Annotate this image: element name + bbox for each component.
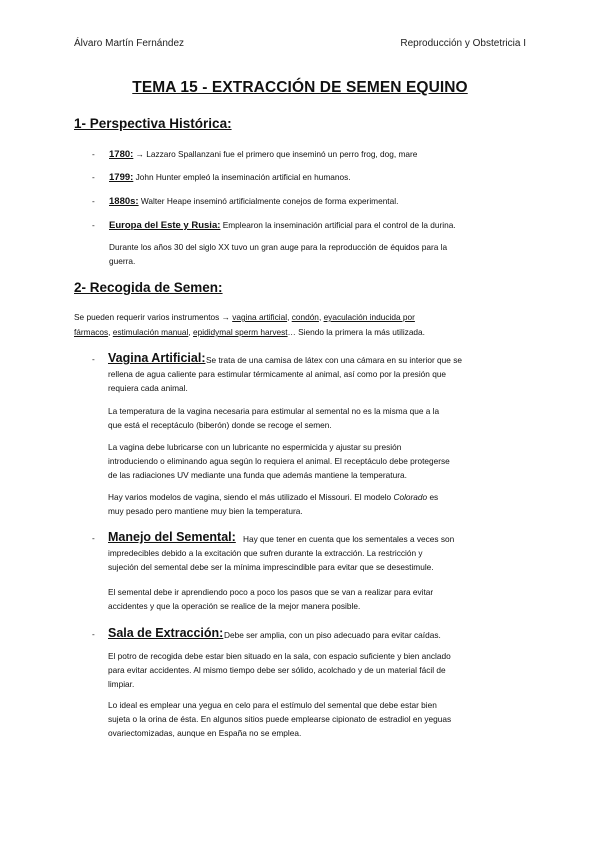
history-item-europa: Europa del Este y Rusia: Emplearon la inseminación artificial para el control de la durina. [109,220,456,231]
manejo-p1-line: Hay que tener en cuenta que los sementales a veces son [243,534,455,544]
sala-p2-line: El potro de recogida debe estar bien situado en la sala, con espacio suficiente y bien anclado [108,651,451,661]
vagina-p4-line: Hay varios modelos de vagina, siendo el más utilizado el Missouri. El modelo Colorado es [108,492,439,502]
sala-p3-line: Lo ideal es emplear una yegua en celo para el estímulo del semental que debe estar bien [108,700,437,710]
intro-paragraph: Se pueden requerir varios instrumentos → vagina artificial, condón, eyaculación inducida por fármacos, estimulación manual, epididymal sperm harvest… Siendo la primera la más utilizada. [74,312,425,337]
vagina-p1-line: Se trata de una camisa de látex con una cámara en su interior que se [206,355,462,365]
vagina-p2-line: que está el receptáculo (biberón) donde se recoge el semen. [108,420,332,430]
header-subject: Reproducción y Obstetricia I [400,38,526,49]
bullet-dash: - [92,172,95,182]
bullet-dash: - [92,354,95,364]
manejo-p2-line: El semental debe ir aprendiendo poco a poco los pasos que se van a realizar para evitar [108,587,434,597]
bullet-dash: - [92,149,95,159]
history-item-1780: 1780: → Lazzaro Spallanzani fue el primero que inseminó un perro frog, dog, mare [109,149,418,160]
header-author: Álvaro Martín Fernández [74,38,185,49]
history-item-1880s: 1880s: Walter Heape inseminó artificialmente conejos de forma experimental. [109,196,399,207]
sala-p3-line: sujeta o la orina de ésta. En algunos sitios puede emplearse cipionato de estradiol en yeguas [108,714,452,724]
sala-p2-line: para evitar accidentes. Al mismo tiempo debe ser sólido, acolchado y de un material fácil de [108,665,446,675]
vagina-p1-line: rellena de agua caliente para estimular térmicamente al animal, así como por la presión que [108,369,447,379]
bullet-dash: - [92,533,95,543]
vagina-p4-line: muy pesado pero mantiene muy bien la temperatura. [108,506,303,516]
vagina-p2-line: La temperatura de la vagina necesaria para estimular al semental no es la misma que a la [108,406,440,416]
sala-p1-line: Debe ser amplia, con un piso adecuado para evitar caídas. [224,630,441,640]
vagina-p3-line: de las radiaciones UV mediante una funda que además mantiene la temperatura. [108,470,407,480]
history-extra-line: guerra. [109,256,136,266]
vagina-title: Vagina Artificial: [108,351,206,365]
section2-heading: 2- Recogida de Semen: [74,280,223,295]
vagina-p3-line: introduciendo o eliminando agua según lo requiera el animal. El receptáculo debe protegerse [108,456,450,466]
bullet-dash: - [92,196,95,206]
sala-title: Sala de Extracción: [108,626,224,640]
history-extra-line: Durante los años 30 del siglo XX tuvo un gran auge para la reproducción de équidos para la [109,242,448,252]
vagina-p3-line: La vagina debe lubricarse con un lubricante no espermicida y ajustar su presión [108,442,402,452]
bullet-dash: - [92,220,95,230]
sala-p2-line: limpiar. [108,679,135,689]
vagina-p1-line: requiera cada animal. [108,383,188,393]
manejo-p1-line: impredecibles debido a la excitación que sufren durante la extracción. La restricción y [108,548,423,558]
history-item-1799: 1799: John Hunter empleó la inseminación artificial en humanos. [109,172,351,183]
manejo-p1-line: sujeción del semental debe ser la mínima imprescindible para evitar que se desestimule. [108,562,434,572]
manejo-title: Manejo del Semental: [108,530,236,544]
sala-p3-line: ovariectomizadas, aunque en España no se emplea. [108,728,302,738]
page-title: TEMA 15 - EXTRACCIÓN DE SEMEN EQUINO [132,79,468,96]
manejo-p2-line: accidentes y que la operación se realice de la mejor manera posible. [108,601,361,611]
bullet-dash: - [92,629,95,639]
section1-heading: 1- Perspectiva Histórica: [74,116,232,131]
